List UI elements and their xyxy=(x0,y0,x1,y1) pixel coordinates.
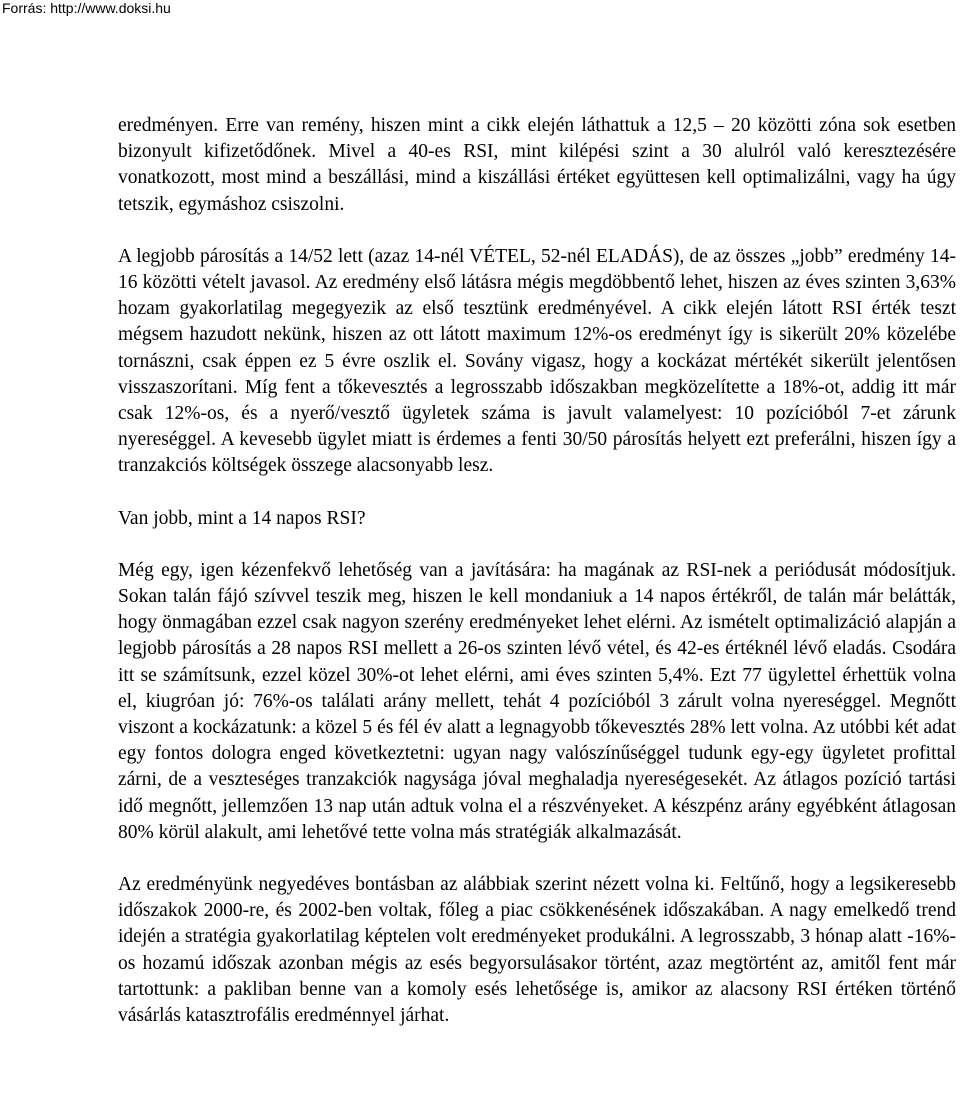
paragraph-3: Még egy, igen kézenfekvő lehetőség van a javítására: ha magának az RSI-nek a periódusát módosítjuk. Sokan talán fájó szívvel teszik meg, hiszen le kell mondaniuk a 14 napos értékről, de talán már belátták, hogy önmagában ezzel csak nagyon szerény eredményeket lehet elérni. Az ismételt optimalizáció alapján a legjobb párosítás a 28 napos RSI mellett a 26-os szinten lévő vétel, és 42-es értéknél lévő eladás. Csodára itt se számítsunk, ezzel közel 30%-ot lehet elérni, ami éves szinten 5,4%. Ezt 77 ügylettel érhettük volna el, kiugróan jó: 76%-os találati arány mellett, tehát 4 pozícióból 3 zárult volna nyereséggel. Megnőtt viszont a kockázatunk: a közel 5 és fél év alatt a legnagyobb tőkevesztés 28% lett volna. Az utóbbi két adat egy fontos dologra enged következtetni: ugyan nagy valószínűséggel tudunk egy-egy ügyletet profittal zárni, de a veszteséges tranzakciók nagysága jóval meghaladja nyereségesekét. Az átlagos pozíció tartási idő megnőtt, jellemzően 13 nap után adtuk volna el a részvényeket. A készpénz arány egyébként átlagosan 80% körül alakult, ami lehetővé tette volna más stratégiák alkalmazását. xyxy=(118,559,956,843)
document-body xyxy=(118,113,956,1029)
section-heading: Van jobb, mint a 14 napos RSI? xyxy=(118,507,366,529)
paragraph-2: A legjobb párosítás a 14/52 lett (azaz 14-nél VÉTEL, 52-nél ELADÁS), de az összes „jobb” eredmény 14-16 közötti vételt javasol. Az eredmény első látásra mégis megdöbbentő lehet, hiszen az éves szinten 3,63% hozam gyakorlatilag megegyezik az első tesztünk eredményével. A cikk elején látott RSI érték teszt mégsem hazudott nekünk, hiszen az ott látott maximum 12%-os eredményt így is sikerült 20% közelébe tornászni, csak éppen ez 5 évre oszlik el. Sovány vigasz, hogy a kockázat mértékét sikerült jelentősen visszaszorítani. Míg fent a tőkevesztés a legrosszabb időszakban megközelítette a 18%-ot, addig itt már csak 12%-os, és a nyerő/vesztő ügyletek száma is javult valamelyest: 10 pozícióból 7-et zárunk nyereséggel. A kevesebb ügylet miatt is érdemes a fenti 30/50 párosítás helyett ezt preferálni, hiszen így a tranzakciós költségek összege alacsonyabb lesz. xyxy=(118,245,956,477)
paragraph-1: eredményen. Erre van remény, hiszen mint a cikk elején láthattuk a 12,5 – 20 közötti zóna sok esetben bizonyult kifizetődőnek. Mivel a 40-es RSI, mint kilépési szint a 30 alulról való keresztezésére vonatkozott, most mind a beszállási, mind a kiszállási értéket együttesen kell optimalizálni, vagy ha úgy tetszik, egymáshoz csiszolni. xyxy=(118,115,956,215)
paragraph-4: Az eredményünk negyedéves bontásban az alábbiak szerint nézett volna ki. Feltűnő, hogy a legsikeresebb időszakok 2000-re, és 2002-ben voltak, főleg a piac csökkenésének időszakában. A nagy emelkedő trend idején a stratégia gyakorlatilag képtelen volt eredményeket produkálni. A legrosszabb, 3 hónap alatt -16%-os hozamú időszak azonban mégis az esés begyorsulásakor történt, azaz megtörtént az, amitől fent már tartottunk: a pakliban benne van a komoly esés lehetősége is, amikor az alacsony RSI értéken történő vásárlás katasztrofális eredménnyel járhat. xyxy=(118,874,956,1027)
source-header: Forrás: http://www.doksi.hu xyxy=(2,0,171,16)
